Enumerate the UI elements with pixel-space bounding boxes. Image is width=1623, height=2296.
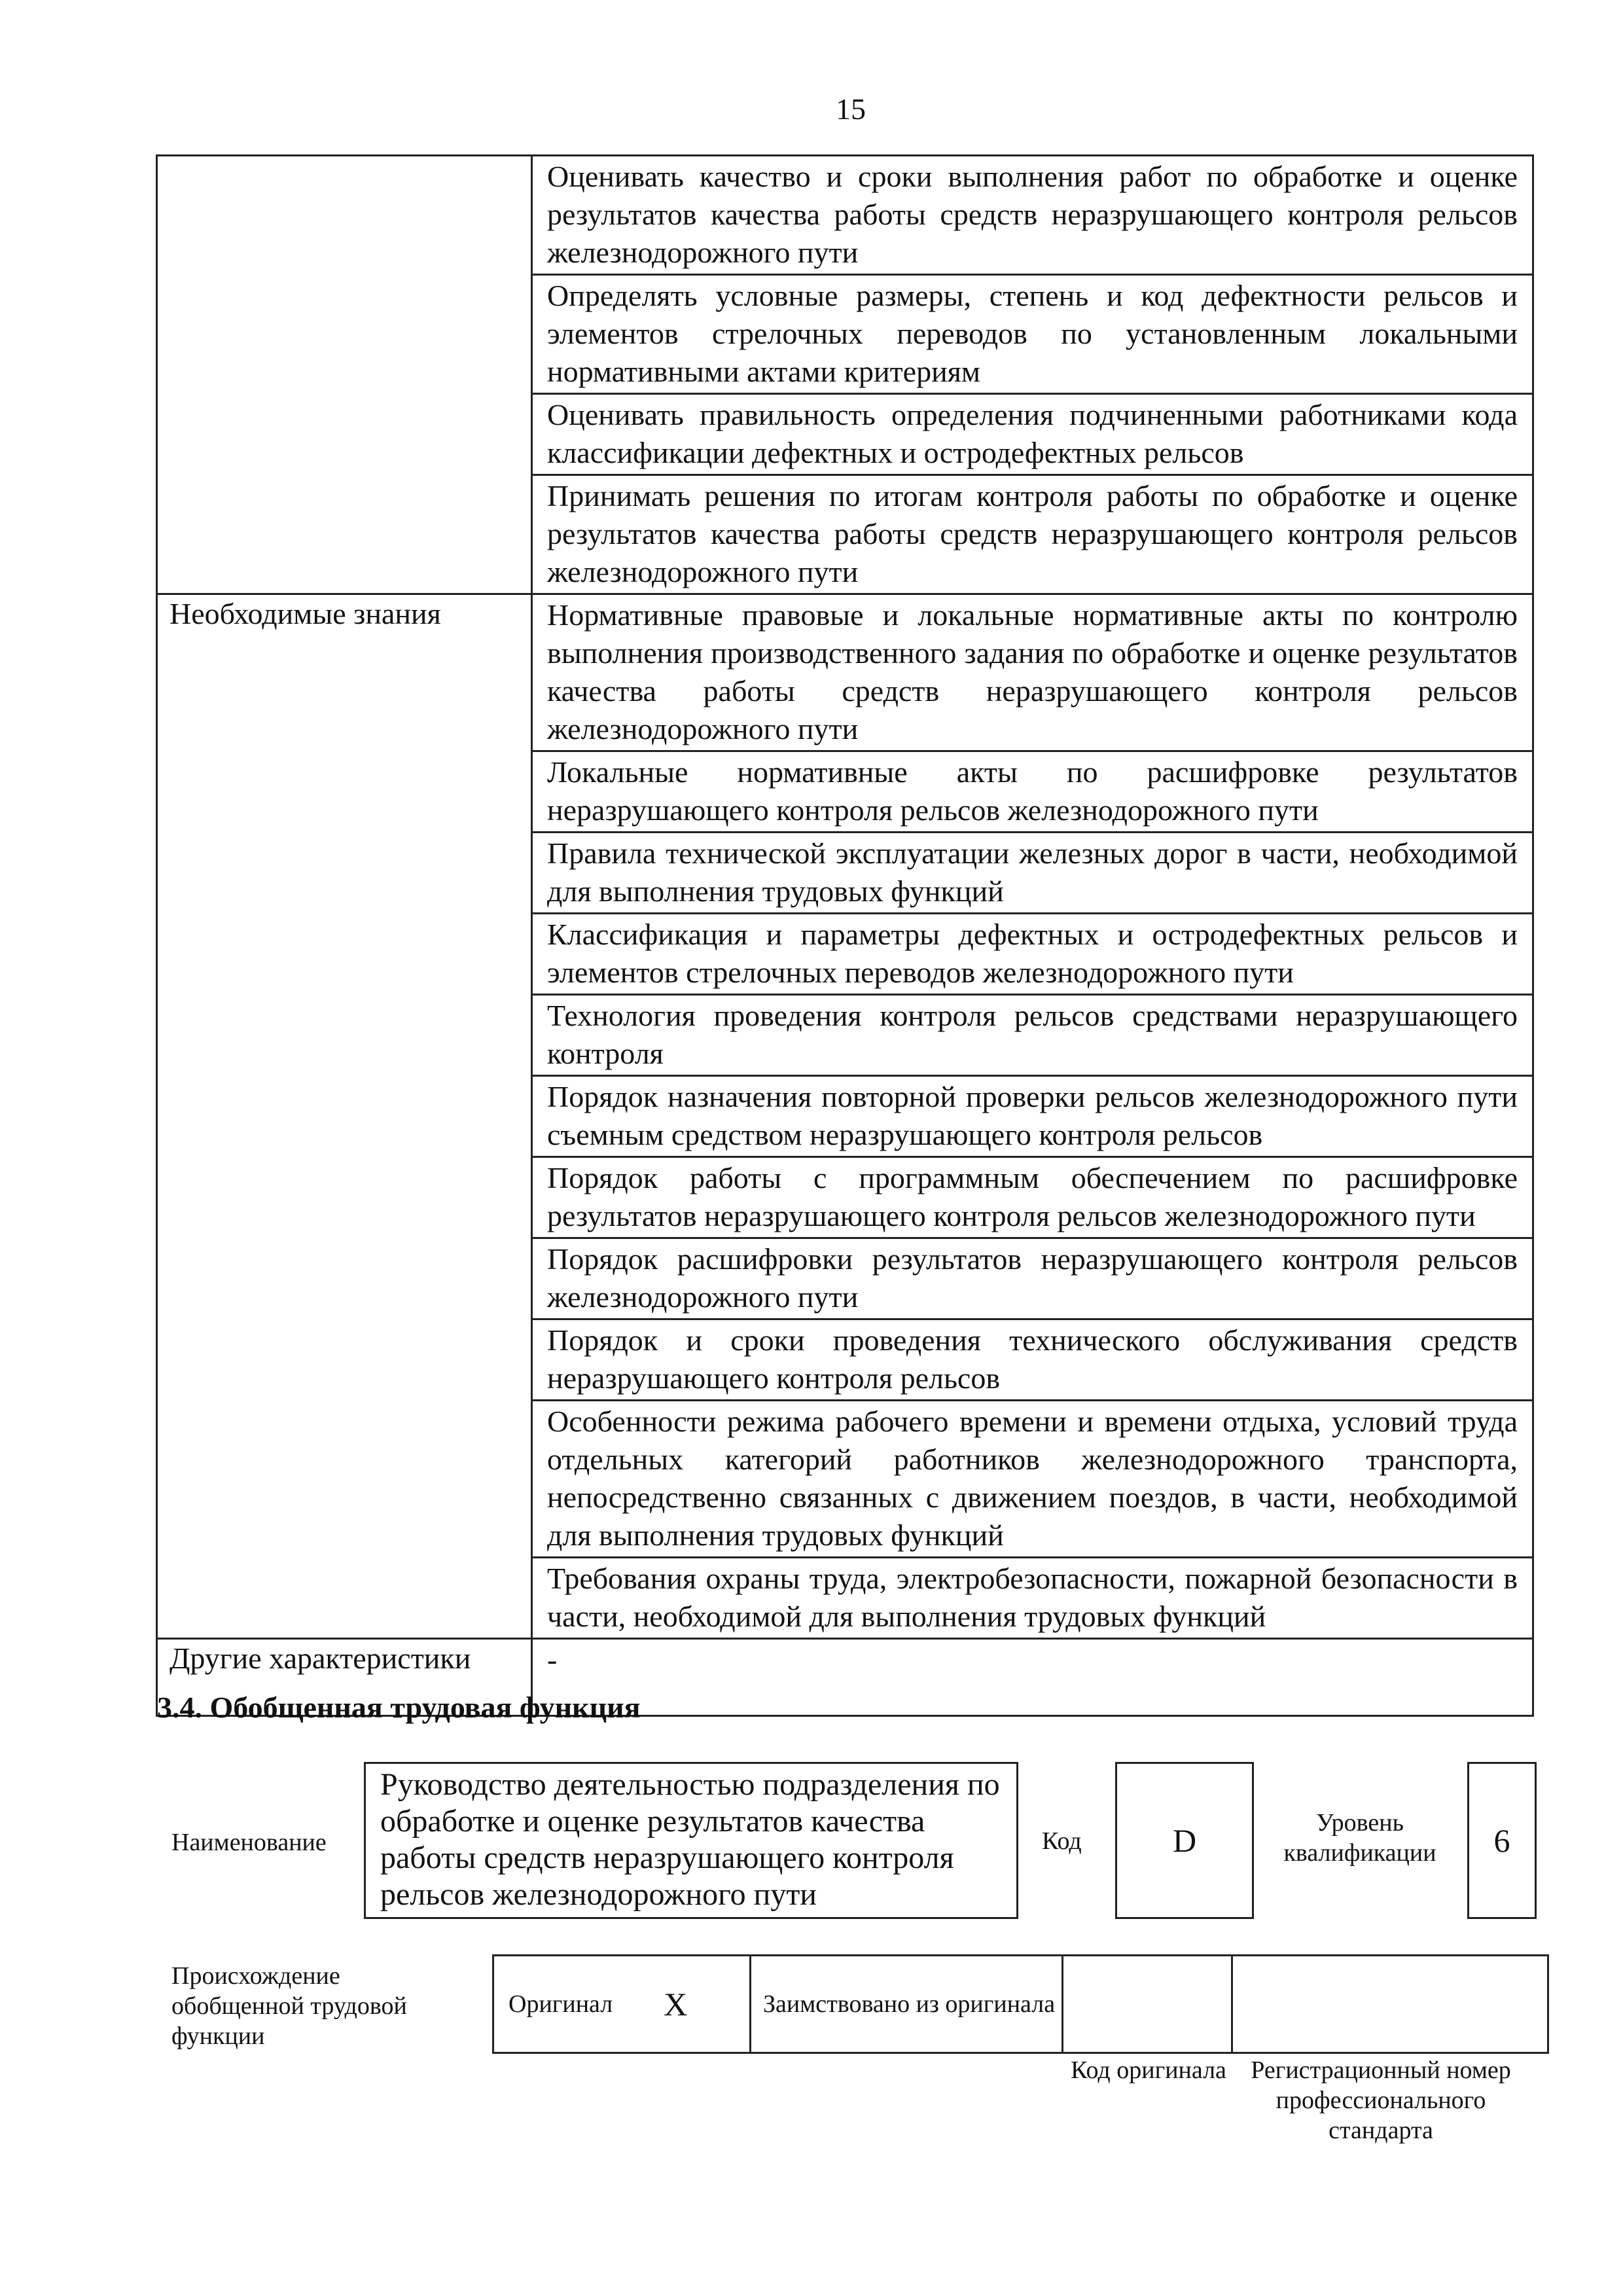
knowledge-row: Локальные нормативные акты по расшифровке результатов неразрушающего контроля рельсов железнодорожного пути	[532, 751, 1533, 833]
table-row	[157, 156, 1533, 275]
original-label: Оригинал	[508, 1990, 613, 2018]
registration-number-cell	[1232, 1956, 1548, 2053]
knowledge-label: Необходимые знания	[157, 594, 532, 1639]
function-name-box: Руководство деятельностью подразделения по обработке и оценке результатов качества работы средств неразрушающего контроля рельсов железнодорожного пути	[364, 1762, 1018, 1919]
section-title: 3.4. Обобщенная трудовая функция	[157, 1691, 641, 1724]
page-number: 15	[836, 92, 866, 126]
other-characteristics-value: -	[532, 1639, 1533, 1716]
skill-row: Оценивать качество и сроки выполнения работ по обработке и оценке результатов качества работы средств неразрушающего контроля рельсов железнодорожного пути	[532, 156, 1533, 275]
name-label: Наименование	[171, 1829, 327, 1856]
registration-number-caption: Регистрационный номер профессионального стандарта	[1251, 2056, 1511, 2144]
qualification-level-box: 6	[1467, 1762, 1537, 1919]
origin-label: Происхождение обобщенной трудовой функции	[171, 1962, 407, 2050]
origin-table	[492, 1954, 1549, 2054]
knowledge-row: Особенности режима рабочего времени и времени отдыха, условий труда отдельных категорий работников железнодорожного транспорта, непосредственно связанных с движением поездов, в части, необходимой для выполнения трудовых функций	[532, 1401, 1533, 1558]
knowledge-row: Правила технической эксплуатации железных дорог в части, необходимой для выполнения трудовых функций	[532, 833, 1533, 914]
knowledge-row: Классификация и параметры дефектных и остродефектных рельсов и элементов стрелочных переводов железнодорожного пути	[532, 914, 1533, 995]
empty-label-cell	[157, 156, 532, 594]
original-cell	[493, 1956, 751, 2053]
table-row	[157, 594, 1533, 751]
knowledge-row: Технология проведения контроля рельсов средствами неразрушающего контроля	[532, 995, 1533, 1076]
original-mark: X	[664, 1986, 688, 2022]
code-label: Код	[1042, 1827, 1082, 1855]
table-row	[493, 1956, 1548, 2053]
knowledge-row: Порядок расшифровки результатов неразрушающего контроля рельсов железнодорожного пути	[532, 1238, 1533, 1319]
other-characteristics-label: Другие характеристики	[157, 1639, 532, 1716]
borrowed-label: Заимствовано из оригинала	[751, 1956, 1063, 2053]
knowledge-row: Порядок работы с программным обеспечением по расшифровке результатов неразрушающего контроля рельсов железнодорожного пути	[532, 1157, 1533, 1238]
knowledge-row: Порядок и сроки проведения технического обслуживания средств неразрушающего контроля рельсов	[532, 1319, 1533, 1401]
knowledge-row: Требования охраны труда, электробезопасности, пожарной безопасности в части, необходимой для выполнения трудовых функций	[532, 1558, 1533, 1639]
original-code-caption: Код оригинала	[1071, 2056, 1226, 2084]
skill-row: Принимать решения по итогам контроля работы по обработке и оценке результатов качества работы средств неразрушающего контроля рельсов железнодорожного пути	[532, 475, 1533, 594]
qualification-level-label: Уровень квалификации	[1283, 1809, 1436, 1867]
skill-row: Оценивать правильность определения подчиненными работниками кода классификации дефектных и остродефектных рельсов	[532, 394, 1533, 475]
skills-knowledge-table	[156, 154, 1534, 1717]
skill-row: Определять условные размеры, степень и код дефектности рельсов и элементов стрелочных переводов по установленным локальными нормативными актами критериям	[532, 275, 1533, 394]
knowledge-row: Нормативные правовые и локальные нормативные акты по контролю выполнения производственного задания по обработке и оценке результатов качества работы средств неразрушающего контроля рельсов железнодорожного пути	[532, 594, 1533, 751]
function-code-box: D	[1115, 1762, 1254, 1919]
original-code-cell	[1063, 1956, 1232, 2053]
knowledge-row: Порядок назначения повторной проверки рельсов железнодорожного пути съемным средством неразрушающего контроля рельсов	[532, 1076, 1533, 1157]
